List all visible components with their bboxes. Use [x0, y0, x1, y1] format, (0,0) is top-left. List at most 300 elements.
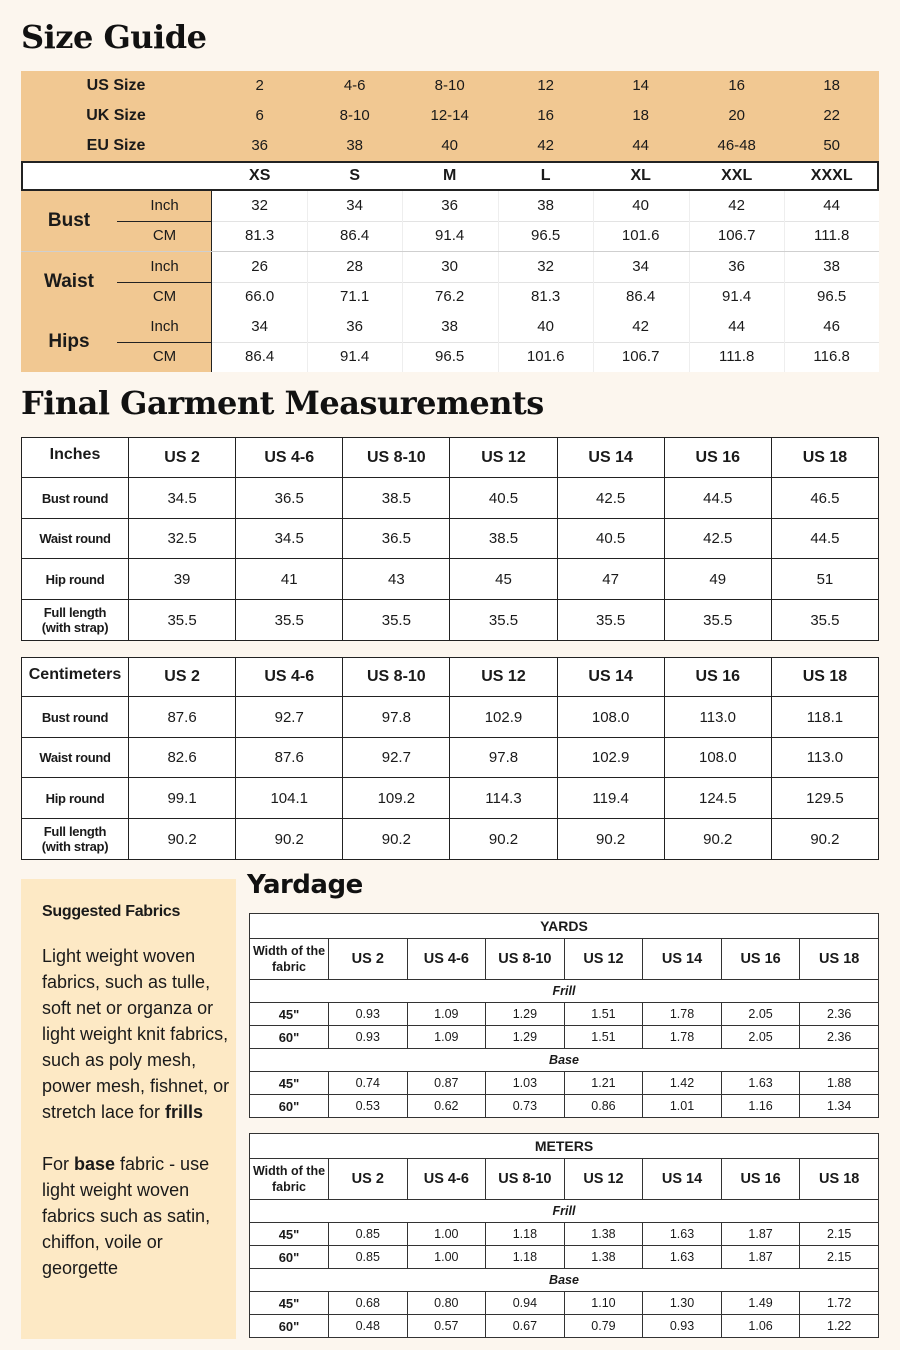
- hips-inch-cell: 44: [728, 318, 745, 335]
- hips-label: Hips: [48, 331, 90, 352]
- frill-fabric-keyword: frills: [165, 1102, 204, 1122]
- eu-size-cell: 36: [251, 137, 269, 154]
- column-header: US 2: [329, 1159, 408, 1200]
- table-cell: 124.5: [664, 778, 771, 819]
- table-cell: 1.21: [564, 1072, 643, 1095]
- meters-table: [249, 1133, 879, 1338]
- yardage-title: Yardage: [247, 870, 363, 900]
- row-label: Waist round: [22, 519, 129, 559]
- uk-size-label: UK Size: [86, 107, 146, 124]
- table-cell: 35.5: [664, 600, 771, 641]
- table-cell: 1.16: [721, 1095, 800, 1118]
- us-size-cell: 8-10: [434, 77, 465, 94]
- final-measurements-title: Final Garment Measurements: [21, 384, 544, 422]
- hips-cm-cell: 106.7: [621, 348, 660, 365]
- fabrics-heading: Suggested Fabrics: [42, 903, 181, 920]
- table-cell: 1.29: [486, 1026, 565, 1049]
- column-header: US 4-6: [236, 658, 343, 697]
- base-fabric-text: [42, 1151, 236, 1281]
- uk-size-cell: 12-14: [430, 107, 469, 124]
- width-cell: 60": [250, 1246, 329, 1269]
- table-cell: 1.63: [643, 1246, 722, 1269]
- column-header: US 16: [721, 1159, 800, 1200]
- letter-size-cell: L: [540, 167, 551, 184]
- table-cell: 1.00: [407, 1246, 486, 1269]
- column-header: US 14: [557, 438, 664, 478]
- row-label: [22, 600, 129, 641]
- waist-cm-cell: 86.4: [626, 288, 656, 305]
- row-label: Hip round: [22, 559, 129, 600]
- column-header: US 2: [329, 939, 408, 980]
- table-cell: 36.5: [343, 519, 450, 559]
- table-row: [250, 1003, 879, 1026]
- eu-size-cell: 50: [823, 137, 841, 154]
- table-header-row: [250, 1159, 879, 1200]
- hips-inch-cell: 46: [823, 318, 840, 335]
- table-cell: 102.9: [557, 738, 664, 778]
- table-cell: 104.1: [236, 778, 343, 819]
- table-cell: 92.7: [343, 738, 450, 778]
- eu-size-label: EU Size: [86, 137, 146, 154]
- letter-size-cell: S: [349, 167, 361, 184]
- bust-cm-cell: 101.6: [621, 227, 660, 244]
- waist-inch-cell: 30: [441, 258, 458, 275]
- us-size-row: [21, 71, 879, 101]
- final-cm-table: [21, 657, 879, 860]
- hips-inch-cell: 34: [251, 318, 268, 335]
- us-size-cell: 16: [728, 77, 746, 94]
- table-cell: 1.18: [486, 1246, 565, 1269]
- bust-inch-cell: 38: [537, 197, 554, 214]
- width-cell: 45": [250, 1072, 329, 1095]
- table-cell: 1.87: [721, 1246, 800, 1269]
- column-header: US 4-6: [407, 939, 486, 980]
- waist-inch-cell: 38: [823, 258, 840, 275]
- table-cell: 34.5: [236, 519, 343, 559]
- final-inches-table: [21, 437, 879, 641]
- length-label-line2: (with strap): [41, 620, 109, 635]
- table-cell: 1.78: [643, 1026, 722, 1049]
- table-cell: 0.93: [643, 1315, 722, 1338]
- waist-values: [212, 252, 879, 312]
- table-cell: 35.5: [450, 600, 557, 641]
- table-cell: 1.78: [643, 1003, 722, 1026]
- table-cell: 2.36: [800, 1003, 879, 1026]
- table-cell: 113.0: [771, 738, 878, 778]
- table-row: [250, 1026, 879, 1049]
- table-cell: 1.00: [407, 1223, 486, 1246]
- column-header: US 14: [643, 1159, 722, 1200]
- table-cell: 35.5: [771, 600, 878, 641]
- table-row: [22, 519, 879, 559]
- hips-cm-cell: 111.8: [718, 348, 755, 365]
- table-cell: 90.2: [236, 819, 343, 860]
- table-row: [250, 1095, 879, 1118]
- waist-inch-cell: 26: [251, 258, 268, 275]
- table-cell: 1.88: [800, 1072, 879, 1095]
- width-cell: 60": [250, 1026, 329, 1049]
- column-header: US 8-10: [343, 658, 450, 697]
- row-label: Bust round: [22, 478, 129, 519]
- uk-size-row: [21, 101, 879, 131]
- bust-inch-cell: 40: [632, 197, 649, 214]
- table-cell: 0.62: [407, 1095, 486, 1118]
- cm-label: CM: [152, 348, 177, 365]
- row-label: Bust round: [22, 697, 129, 738]
- table-cell: 1.49: [721, 1292, 800, 1315]
- hips-cm-cell: 96.5: [435, 348, 465, 365]
- waist-inch-cell: 32: [537, 258, 554, 275]
- width-cell: 45": [250, 1223, 329, 1246]
- us-size-label: US Size: [86, 77, 146, 94]
- size-guide-chart: [21, 71, 879, 372]
- table-cell: 42.5: [664, 519, 771, 559]
- table-header-row: [22, 658, 879, 697]
- table-cell: 41: [236, 559, 343, 600]
- hips-cm-cell: 91.4: [340, 348, 370, 365]
- bust-inch-cell: 34: [346, 197, 363, 214]
- uk-size-cell: 16: [537, 107, 555, 124]
- table-row: [22, 559, 879, 600]
- suggested-fabrics-panel: [21, 879, 236, 1339]
- table-cell: 0.87: [407, 1072, 486, 1095]
- table-cell: 1.09: [407, 1003, 486, 1026]
- table-cell: 0.53: [329, 1095, 408, 1118]
- table-cell: 87.6: [236, 738, 343, 778]
- table-cell: 38.5: [450, 519, 557, 559]
- column-header: US 12: [450, 658, 557, 697]
- inches-corner-label: Inches: [22, 438, 129, 478]
- bust-label: Bust: [47, 210, 91, 231]
- column-header: US 18: [800, 939, 879, 980]
- letter-size-cell: XXL: [721, 167, 753, 184]
- table-row: [22, 600, 879, 641]
- table-cell: 40.5: [557, 519, 664, 559]
- table-row: [22, 778, 879, 819]
- table-cell: 87.6: [129, 697, 236, 738]
- table-cell: 0.93: [329, 1003, 408, 1026]
- eu-size-cell: 44: [632, 137, 650, 154]
- table-cell: 0.94: [486, 1292, 565, 1315]
- us-size-cell: 14: [632, 77, 650, 94]
- table-row: [22, 697, 879, 738]
- table-cell: 0.86: [564, 1095, 643, 1118]
- table-cell: 47: [557, 559, 664, 600]
- eu-size-cell: 38: [346, 137, 364, 154]
- table-cell: 40.5: [450, 478, 557, 519]
- table-cell: 1.51: [564, 1026, 643, 1049]
- table-cell: 0.48: [329, 1315, 408, 1338]
- column-header: US 12: [450, 438, 557, 478]
- waist-label: Waist: [44, 271, 94, 292]
- length-label-line1: Full length: [43, 605, 107, 620]
- table-row: [250, 1292, 879, 1315]
- column-header: US 16: [721, 939, 800, 980]
- uk-size-cell: 22: [823, 107, 841, 124]
- base-fabric-keyword: base: [74, 1154, 116, 1174]
- table-cell: 90.2: [771, 819, 878, 860]
- eu-size-cell: 46-48: [717, 137, 756, 154]
- table-cell: 32.5: [129, 519, 236, 559]
- bust-inch-cell: 32: [251, 197, 268, 214]
- bust-label-block: [21, 191, 212, 251]
- table-cell: 1.22: [800, 1315, 879, 1338]
- letter-size-cell: XL: [630, 167, 651, 184]
- us-size-cell: 4-6: [343, 77, 366, 94]
- table-cell: 34.5: [129, 478, 236, 519]
- waist-cm-cell: 71.1: [340, 288, 370, 305]
- table-cell: 1.06: [721, 1315, 800, 1338]
- hips-inch-cell: 42: [632, 318, 649, 335]
- us-size-cell: 2: [255, 77, 264, 94]
- waist-cm-cell: 91.4: [722, 288, 752, 305]
- table-cell: 108.0: [664, 738, 771, 778]
- width-column-header: [250, 939, 329, 980]
- table-row: [250, 1072, 879, 1095]
- column-header: US 18: [771, 658, 878, 697]
- table-cell: 1.63: [721, 1072, 800, 1095]
- eu-size-row: [21, 131, 879, 161]
- table-cell: 35.5: [236, 600, 343, 641]
- table-cell: 97.8: [343, 697, 450, 738]
- table-row: [22, 478, 879, 519]
- frill-fabric-text: [42, 943, 236, 1125]
- waist-inch-cell: 36: [728, 258, 745, 275]
- hips-inch-cell: 40: [537, 318, 554, 335]
- cm-label: CM: [152, 227, 177, 244]
- width-cell: 60": [250, 1095, 329, 1118]
- length-label-line2: (with strap): [41, 839, 109, 854]
- base-fabric-prefix: For: [42, 1154, 75, 1174]
- uk-size-cell: 18: [632, 107, 650, 124]
- row-label: [22, 819, 129, 860]
- column-header: US 16: [664, 438, 771, 478]
- uk-size-cell: 20: [728, 107, 746, 124]
- frill-section-label: Frill: [250, 1200, 879, 1223]
- yards-caption: YARDS: [250, 914, 879, 939]
- table-cell: 99.1: [129, 778, 236, 819]
- column-header: US 8-10: [343, 438, 450, 478]
- bust-cm-cell: 86.4: [340, 227, 370, 244]
- table-cell: 90.2: [129, 819, 236, 860]
- column-header: US 2: [129, 658, 236, 697]
- table-cell: 1.51: [564, 1003, 643, 1026]
- table-cell: 0.74: [329, 1072, 408, 1095]
- table-cell: 2.05: [721, 1003, 800, 1026]
- column-header: US 4-6: [407, 1159, 486, 1200]
- table-cell: 0.80: [407, 1292, 486, 1315]
- table-cell: 44.5: [771, 519, 878, 559]
- bust-cm-cell: 106.7: [717, 227, 756, 244]
- table-cell: 35.5: [343, 600, 450, 641]
- hips-cm-cell: 86.4: [245, 348, 275, 365]
- meters-caption: METERS: [250, 1134, 879, 1159]
- table-cell: 1.18: [486, 1223, 565, 1246]
- hips-label-block: [21, 312, 212, 372]
- table-cell: 1.38: [564, 1246, 643, 1269]
- table-cell: 114.3: [450, 778, 557, 819]
- width-column-header: [250, 1159, 329, 1200]
- table-cell: 42.5: [557, 478, 664, 519]
- table-cell: 2.15: [800, 1223, 879, 1246]
- base-section-label: Base: [250, 1049, 879, 1072]
- table-cell: 0.68: [329, 1292, 408, 1315]
- table-cell: 0.85: [329, 1246, 408, 1269]
- hips-cm-cell: 101.6: [526, 348, 565, 365]
- waist-cm-cell: 81.3: [531, 288, 561, 305]
- row-label: Waist round: [22, 738, 129, 778]
- width-label-line2: fabric: [271, 1180, 307, 1194]
- waist-cm-cell: 96.5: [817, 288, 847, 305]
- table-cell: 0.67: [486, 1315, 565, 1338]
- table-cell: 35.5: [129, 600, 236, 641]
- table-cell: 2.36: [800, 1026, 879, 1049]
- frill-fabric-description: Light weight woven fabrics, such as tulle, soft net or organza or light weight knit fabrics, such as poly mesh, power mesh, fishnet, or stretch lace for: [42, 946, 230, 1122]
- table-cell: 102.9: [450, 697, 557, 738]
- table-cell: 108.0: [557, 697, 664, 738]
- table-cell: 36.5: [236, 478, 343, 519]
- column-header: US 12: [564, 939, 643, 980]
- column-header: US 14: [557, 658, 664, 697]
- letter-size-row: [21, 161, 879, 191]
- table-row: [250, 1223, 879, 1246]
- letter-size-cell: M: [443, 167, 457, 184]
- table-cell: 1.87: [721, 1223, 800, 1246]
- table-cell: 1.10: [564, 1292, 643, 1315]
- length-label-line1: Full length: [43, 824, 107, 839]
- waist-inch-cell: 28: [346, 258, 363, 275]
- table-cell: 1.01: [643, 1095, 722, 1118]
- table-cell: 1.03: [486, 1072, 565, 1095]
- bust-inch-cell: 36: [441, 197, 458, 214]
- column-header: US 2: [129, 438, 236, 478]
- table-cell: 1.34: [800, 1095, 879, 1118]
- width-label-line2: fabric: [271, 960, 307, 974]
- table-cell: 0.79: [564, 1315, 643, 1338]
- table-cell: 45: [450, 559, 557, 600]
- table-row: [22, 819, 879, 860]
- column-header: US 8-10: [486, 1159, 565, 1200]
- table-cell: 0.93: [329, 1026, 408, 1049]
- table-row: [22, 738, 879, 778]
- inch-label: Inch: [150, 197, 179, 214]
- bust-inch-cell: 42: [728, 197, 745, 214]
- table-cell: 35.5: [557, 600, 664, 641]
- table-cell: 49: [664, 559, 771, 600]
- table-cell: 39: [129, 559, 236, 600]
- table-cell: 82.6: [129, 738, 236, 778]
- bust-cm-cell: 111.8: [813, 227, 850, 244]
- table-cell: 38.5: [343, 478, 450, 519]
- hips-cm-cell: 116.8: [813, 348, 850, 365]
- table-cell: 0.73: [486, 1095, 565, 1118]
- table-cell: 0.57: [407, 1315, 486, 1338]
- size-guide-title: Size Guide: [21, 18, 207, 56]
- table-cell: 90.2: [450, 819, 557, 860]
- cm-corner-label: Centimeters: [22, 658, 129, 697]
- table-cell: 129.5: [771, 778, 878, 819]
- waist-cm-cell: 66.0: [245, 288, 275, 305]
- inch-label: Inch: [150, 318, 179, 335]
- uk-size-cell: 8-10: [339, 107, 370, 124]
- width-cell: 45": [250, 1292, 329, 1315]
- column-header: US 12: [564, 1159, 643, 1200]
- waist-label-block: [21, 252, 212, 312]
- table-cell: 1.38: [564, 1223, 643, 1246]
- uk-size-cell: 6: [255, 107, 264, 124]
- table-cell: 113.0: [664, 697, 771, 738]
- width-label-line1: Width of the: [252, 1164, 326, 1178]
- table-cell: 0.85: [329, 1223, 408, 1246]
- table-row: [250, 1246, 879, 1269]
- us-size-cell: 18: [823, 77, 841, 94]
- table-cell: 51: [771, 559, 878, 600]
- bust-values: [212, 191, 879, 251]
- eu-size-cell: 40: [441, 137, 459, 154]
- frill-section-label: Frill: [250, 980, 879, 1003]
- table-cell: 97.8: [450, 738, 557, 778]
- bust-cm-cell: 91.4: [435, 227, 465, 244]
- table-cell: 1.42: [643, 1072, 722, 1095]
- width-label-line1: Width of the: [252, 944, 326, 958]
- waist-cm-cell: 76.2: [435, 288, 465, 305]
- table-cell: 92.7: [236, 697, 343, 738]
- width-cell: 60": [250, 1315, 329, 1338]
- hips-inch-cell: 36: [346, 318, 363, 335]
- hips-inch-cell: 38: [441, 318, 458, 335]
- base-fabric-description: fabric - use light weight woven fabrics such as satin, chiffon, voile or georgette: [42, 1154, 211, 1278]
- table-cell: 1.30: [643, 1292, 722, 1315]
- table-cell: 1.72: [800, 1292, 879, 1315]
- us-size-cell: 12: [537, 77, 555, 94]
- cm-label: CM: [152, 288, 177, 305]
- column-header: US 8-10: [486, 939, 565, 980]
- column-header: US 18: [800, 1159, 879, 1200]
- table-cell: 1.09: [407, 1026, 486, 1049]
- table-cell: 46.5: [771, 478, 878, 519]
- base-section-label: Base: [250, 1269, 879, 1292]
- table-cell: 2.05: [721, 1026, 800, 1049]
- table-cell: 90.2: [664, 819, 771, 860]
- bust-inch-cell: 44: [823, 197, 840, 214]
- bust-cm-cell: 81.3: [245, 227, 275, 244]
- column-header: US 16: [664, 658, 771, 697]
- table-cell: 118.1: [771, 697, 878, 738]
- table-header-row: [22, 438, 879, 478]
- column-header: US 4-6: [236, 438, 343, 478]
- yards-table: [249, 913, 879, 1118]
- table-cell: 43: [343, 559, 450, 600]
- table-cell: 119.4: [557, 778, 664, 819]
- eu-size-cell: 42: [537, 137, 555, 154]
- hips-values: [212, 312, 879, 372]
- table-cell: 90.2: [343, 819, 450, 860]
- table-cell: 90.2: [557, 819, 664, 860]
- bust-cm-cell: 96.5: [531, 227, 561, 244]
- inch-label: Inch: [150, 258, 179, 275]
- width-cell: 45": [250, 1003, 329, 1026]
- column-header: US 18: [771, 438, 878, 478]
- table-row: [250, 1315, 879, 1338]
- table-cell: 44.5: [664, 478, 771, 519]
- table-cell: 109.2: [343, 778, 450, 819]
- row-label: Hip round: [22, 778, 129, 819]
- letter-size-cell: XXXL: [810, 167, 853, 184]
- table-cell: 1.29: [486, 1003, 565, 1026]
- column-header: US 14: [643, 939, 722, 980]
- table-cell: 1.63: [643, 1223, 722, 1246]
- table-header-row: [250, 939, 879, 980]
